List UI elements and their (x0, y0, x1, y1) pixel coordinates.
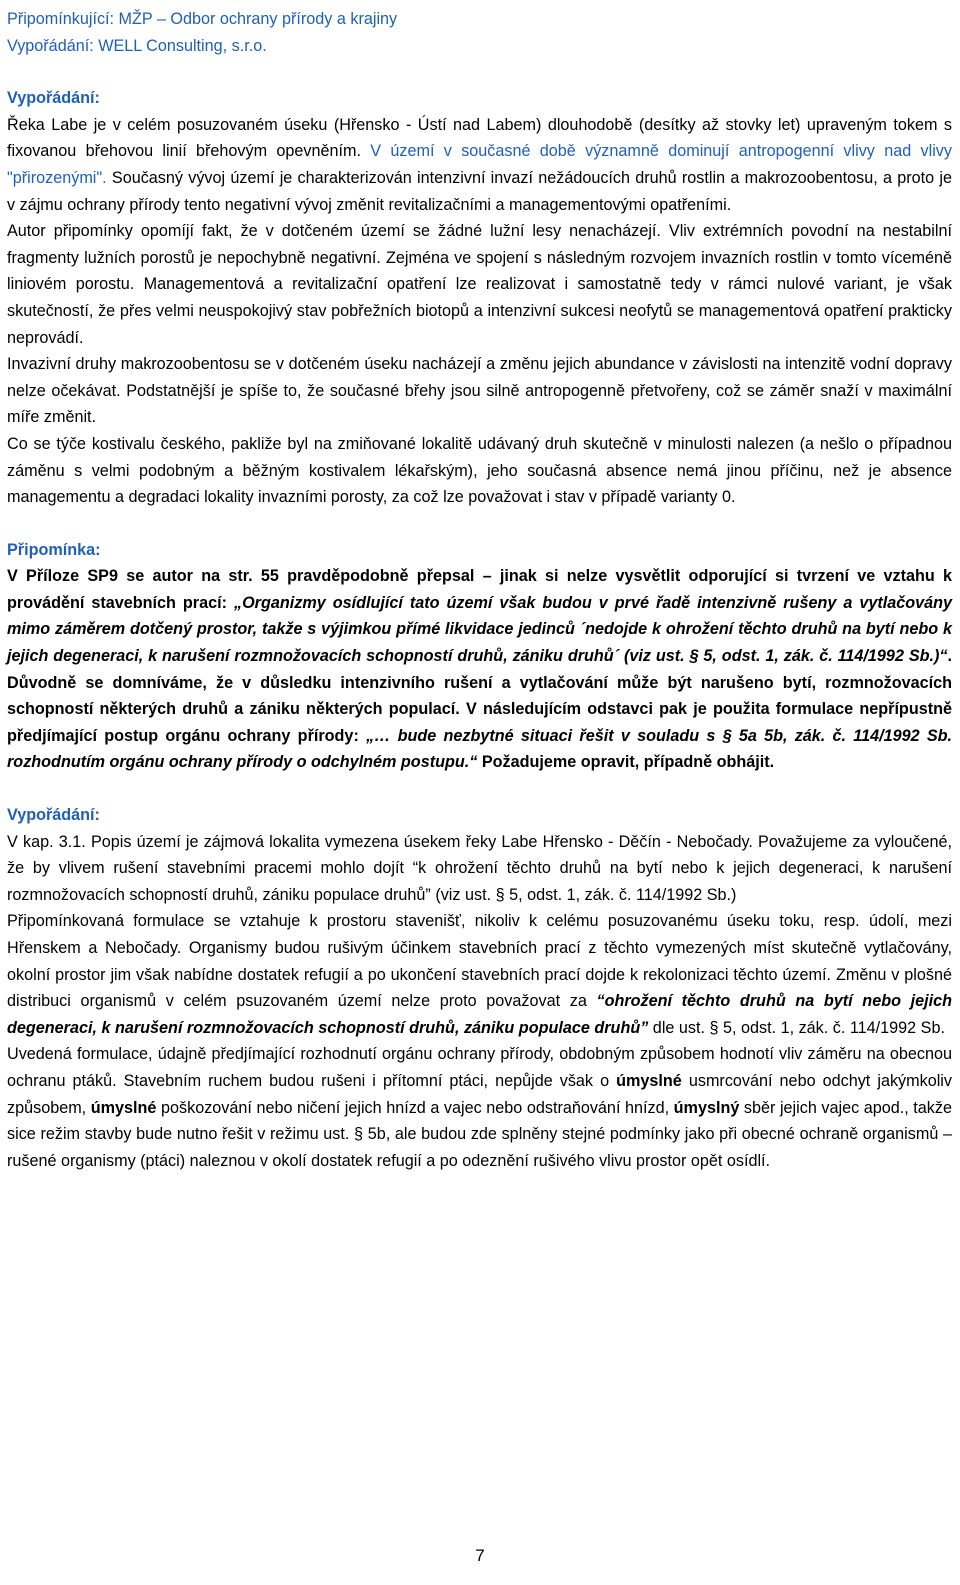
resolution-paragraph: Připomínkovaná formulace se vztahuje k prostoru stavenišť, nikoliv k celému posuzovanému úseku toku, resp. údolí, mezi Hřenskem a Nebočady. Organismy budou rušivým účinkem stavebních prací z těchto vymezených míst skutečně vytlačovány, okolní prostor jim však nabídne dostatek refugií a po ukončení stavebních prací dojde k rekolonizaci těchto území. Změnu v plošné distribuci organismů v celém psuzovaném území nelze proto považovat za “ohrožení těchto druhů na bytí nebo jejich degeneraci, k narušení rozmnožovacích schopností druhů, zániku populace druhů” dle ust. § 5, odst. 1, zák. č. 114/1992 Sb. (7, 912, 952, 1037)
comment-paragraph: V Příloze SP9 se autor na str. 55 pravděpodobně přepsal – jinak si nelze vysvětlit odporující si tvrzení ve vztahu k provádění stavebních prací: „Organizmy osídlující tato území však budou v prvé řadě intenzivně rušeny a vytlačovány mimo záměrem dotčený prostor, takže s výjimkou přímé likvidace jedinců ´nedojde k ohrožení těchto druhů na bytí nebo k jejich degeneraci, k narušení rozmnožovacích schopností druhů, zániku druhů´ (viz ust. § 5, odst. 1, zák. č. 114/1992 Sb.)“. Důvodně se domníváme, že v důsledku intenzivního rušení a vytlačování může být narušeno bytí, rozmnožovacích schopností některých druhů a zániku některých populací. V následujícím odstavci pak je použita formulace nepřípustně předjímající postup orgánu ochrany přírody: „… bude nezbytné situaci řešit v souladu s § 5a 5b, zák. č. 114/1992 Sb. rozhodnutím orgánu ochrany přírody o odchylném postupu.“ Požadujeme opravit, případně obhájit. (7, 567, 953, 772)
resolution-paragraph: Autor připomínky opomíjí fakt, že v dotčeném území se žádné lužní lesy nenacházejí. Vliv extrémních povodní na nestabilní fragmenty lužních porostů je nepochybně negativní. Zejména ve spojení s následným rozvojem invazních rostlin v tomto víceméně liniovém porostu. Managementová a revitalizační opatření lze realizovat i samostatně tedy v rámci nulové variant, je však skutečností, že přes velmi neuspokojivý stav pobřežních biotopů a intenzivní sukcesi neofytů se managementová opatření prakticky neprovádí. (7, 222, 952, 347)
resolution-section-2 (7, 802, 952, 1174)
resolution-paragraph: V kap. 3.1. Popis území je zájmová lokalita vymezena úsekem řeky Labe Hřensko - Děčín - Nebočady. Považujeme za vyloučené, že by vlivem rušení stavebními pracemi mohlo dojít “k ohrožení těchto druhů na bytí nebo k jejich degeneraci, k narušení rozmnožovacích schopností druhů, zániku populace druhů” (viz ust. § 5, odst. 1, zák. č. 114/1992 Sb.) (7, 832, 952, 904)
comment-heading: Připomínka: (7, 540, 101, 559)
resolution-heading: Vypořádání: (7, 806, 100, 825)
resolution-paragraph: Invazivní druhy makrozoobentosu se v dotčeném úseku nacházejí a změnu jejich abundance v závislosti na intenzitě vodní dopravy nelze očekávat. Podstatnější je spíše to, že současné břehy jsou silně antropogenně přetvořeny, což se záměr snaží v maximální míře změnit. (7, 355, 952, 427)
resolution-heading: Vypořádání: (7, 89, 100, 108)
resolver-line: Vypořádání: WELL Consulting, s.r.o. (7, 36, 267, 55)
resolution-section-1 (7, 85, 952, 511)
resolution-paragraph: Uvedená formulace, údajně předjímající rozhodnutí orgánu ochrany přírody, obdobným způsobem hodnotí vliv záměru na obecnou ochranu ptáků. Stavebním ruchem budou rušeni i přítomní ptáci, nepůjde však o úmyslné usmrcování nebo odchyt jakýmkoliv způsobem, úmyslné poškozování nebo ničení jejich hnízd a vajec nebo odstraňování hnízd, úmyslný sběr jejich vajec apod., takže sice režim stavby bude nutno řešit v režimu ust. § 5b, ale budou zde splněny stejné podmínky jako při obecné ochraně organismů – rušené organismy (ptáci) naleznou v okolí dostatek refugií a po odeznění rušivého vlivu prostor opět osídlí. (7, 1045, 952, 1170)
commenter-line: Připomínkující: MŽP – Odbor ochrany přírody a krajiny (7, 10, 398, 28)
resolution-paragraph: Řeka Labe je v celém posuzovaném úseku (Hřensko - Ústí nad Labem) dlouhodobě (desítky až stovky let) upraveným tokem s fixovanou břehovou linií břehovým opevněním. V území v současné době významně dominují antropogenní vlivy nad vlivy "přirozenými". Současný vývoj území je charakterizován intenzivní invazí nežádoucích druhů rostlin a makrozoobentosu, a proto je v zájmu ochrany přírody tento negativní vývoj změnit revitalizačními a managementovými opatřeními. (7, 115, 952, 214)
page-number: 7 (475, 1546, 485, 1565)
resolution-paragraph: Co se týče kostivalu českého, pakliže byl na zmiňované lokalitě udávaný druh skutečně v minulosti nalezen (a nešlo o případnou záměnu s velmi podobným a běžným kostivalem lékařským), jeho současná absence nemá jinou příčinu, než je absence managementu a degradaci lokality invazními porosty, za což lze považovat i stav v případě varianty 0. (7, 434, 952, 507)
comment-section (7, 537, 952, 776)
